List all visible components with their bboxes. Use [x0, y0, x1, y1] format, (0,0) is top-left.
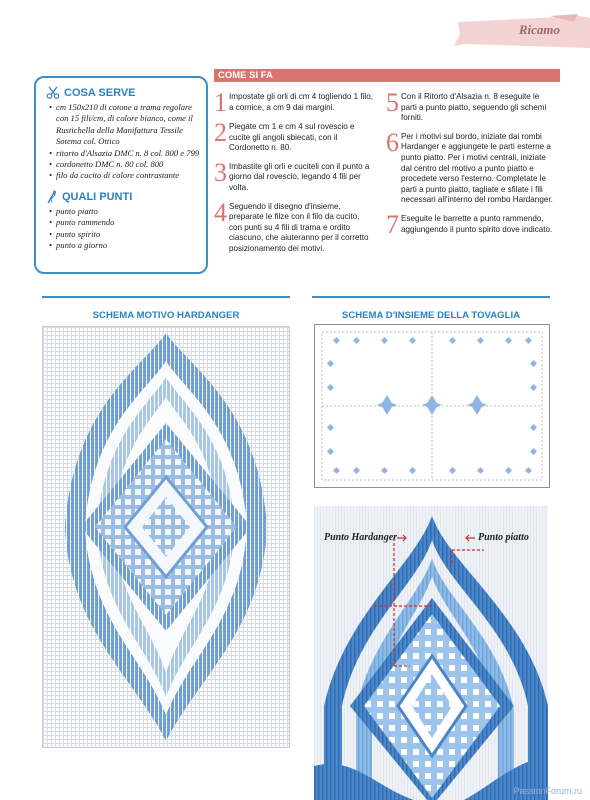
stitches-list [36, 206, 206, 252]
list-item: • cm 150x210 di cotone a trama regolare con 15 fili/cm, di colore bianco, come il Rustichella della Manifattura Tessile Sotema col. Ottico [50, 102, 200, 148]
step [214, 118, 374, 154]
step-number: 1 [214, 88, 227, 117]
step [214, 157, 374, 194]
embroidery-photo-drawing [314, 506, 548, 800]
instructions-column-left [214, 88, 374, 263]
step [214, 88, 374, 117]
scissors-icon [46, 86, 60, 100]
materials-list [36, 102, 206, 182]
step-text: Per i motivi sul bordo, iniziate dai rombi Hardanger e aggiungete le parti esterne a punto piatto. Per i motivi centrali, iniziate dal centro del motivo a punto piatto e procedete verso l'esterno. Completate le parti a punto piatto, tagliate e sfilate i fili necessari all'interno del rombo Hardanger. [401, 131, 553, 205]
callout-arrow-icon [464, 532, 476, 544]
step-text: Seguendo il disegno d'insieme, preparate le filze con il filo da cucito, con punti su 4 fili di trama e ordito ciascuno, che aiuteranno per il corretto posizionamento dei motivi. [229, 201, 369, 253]
hardanger-motif-drawing [43, 327, 289, 747]
stitches-heading [46, 190, 206, 204]
list-item: • filo da cucito di colore contrastante [50, 170, 200, 181]
instructions-column-right [386, 88, 556, 244]
section-divider [312, 296, 550, 298]
callout-hardanger: Punto Hardanger [324, 532, 398, 543]
callout-punto-piatto: Punto piatto [478, 532, 529, 543]
step [386, 88, 556, 124]
watermark-url: PassionForum.ru [513, 786, 582, 796]
schema-insieme-title: SCHEMA D'INSIEME DELLA TOVAGLIA [341, 310, 521, 321]
list-item: • punto piatto [50, 206, 200, 217]
step-number: 4 [214, 197, 227, 227]
materials-box [34, 76, 208, 274]
section-divider [42, 296, 290, 298]
list-item: • cordonetto DMC n. 80 col. 800 [50, 159, 200, 170]
list-item: • punto a giorno [50, 240, 200, 251]
step-number: 6 [386, 127, 399, 157]
step-text: Imbastite gli orli e cuciteli con il punto a giorno dal rovescio, legando 4 fili per volta. [229, 161, 370, 192]
list-item: • punto rammendo [50, 217, 200, 228]
step-text: Piegate cm 1 e cm 4 sul rovescio e cucite gli angoli sbiecati, con il Cordonetto n. 80. [229, 122, 355, 153]
materials-title: COSA SERVE [64, 87, 136, 99]
list-item: • ritorto d'Alsazia DMC n. 8 col. 800 e 799 [50, 148, 200, 159]
step [214, 197, 374, 255]
tablecloth-plan-drawing [315, 325, 549, 487]
materials-heading [46, 86, 206, 100]
step [386, 127, 556, 206]
step [386, 209, 556, 239]
step-text: Con il Ritorto d'Alsazia n. 8 eseguite le parti a punto piatto, seguendo gli schemi forniti. [401, 92, 547, 123]
step-number: 7 [386, 209, 399, 239]
instructions-heading: COME SI FA [214, 69, 560, 82]
step-number: 3 [214, 157, 227, 187]
schema-motivo-title: SCHEMA MOTIVO HARDANGER [92, 310, 240, 321]
callout-arrow-icon [396, 532, 408, 544]
section-tag-label: Ricamo [518, 22, 560, 37]
needle-thread-icon [46, 190, 58, 204]
step-text: Eseguite le barrette a punto rammendo, aggiungendo il punto spirito dove indicato. [401, 213, 553, 234]
hardanger-pattern-chart [42, 326, 290, 748]
step-text: Impostate gli orli di cm 4 togliendo 1 filo, a cornice, a cm 9 dai margini. [229, 92, 373, 112]
stitches-title: QUALI PUNTI [62, 190, 133, 203]
step-number: 2 [214, 118, 227, 147]
embroidery-photo [314, 506, 548, 800]
tablecloth-plan [314, 324, 550, 488]
central-motifs [377, 395, 487, 415]
list-item: • punto spirito [50, 229, 200, 240]
step-number: 5 [386, 88, 399, 117]
